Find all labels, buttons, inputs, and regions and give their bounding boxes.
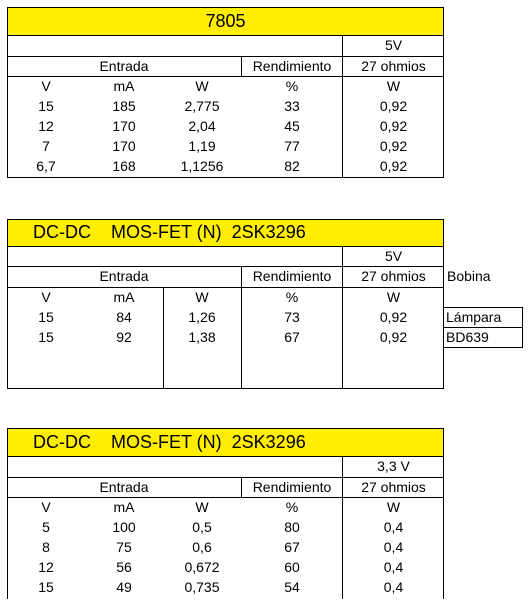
border-title-bottom: [7, 456, 444, 457]
cell-r1-v: 15: [38, 98, 54, 114]
table-dcdc-3v3: [7, 428, 444, 599]
border-header-bottom: [7, 497, 444, 498]
cell-r4-pct: 82: [284, 158, 300, 174]
side-label-bobina: Bobina: [447, 268, 491, 284]
cell-r2-ma: 170: [112, 118, 136, 134]
cell-r4-w: 1,1256: [180, 158, 224, 174]
cell-r1-w: 1,26: [188, 309, 216, 325]
cell-r3-w: 0,672: [184, 559, 220, 575]
table-title: 7805: [7, 7, 444, 35]
cell-r1-w: 0,5: [192, 519, 212, 535]
cell-r4-ma: 49: [116, 579, 132, 595]
load-header: 27 ohmios: [361, 58, 426, 74]
cell-r4-ma: 168: [112, 158, 136, 174]
table-title: DC-DC MOS-FET (N) 2SK3296: [7, 219, 444, 246]
cell-r2-w: 0,6: [192, 539, 212, 555]
cell-r2-v: 8: [42, 539, 50, 555]
cell-r2-wout: 0,92: [379, 329, 408, 345]
cell-r2-ma: 75: [116, 539, 132, 555]
cell-r3-wout: 0,4: [383, 559, 404, 575]
border-right: [443, 428, 444, 599]
entrada-header: Entrada: [99, 58, 149, 74]
cell-r3-wout: 0,92: [379, 138, 408, 154]
border-bottom: [7, 388, 444, 389]
border-top: [7, 428, 444, 429]
output-voltage: 5V: [384, 248, 403, 264]
cell-r1-w: 2,775: [184, 98, 220, 114]
cell-r2-wout: 0,92: [379, 118, 408, 134]
border-bottom: [7, 177, 444, 178]
cell-r3-v: 12: [38, 559, 54, 575]
cell-r3-w: 1,19: [188, 138, 216, 154]
rendimiento-header: Rendimiento: [252, 58, 332, 74]
cell-r2-v: 12: [38, 118, 54, 134]
divider-rendimiento: [241, 56, 242, 77]
cell-r3-v: 7: [42, 138, 50, 154]
load-header: 27 ohmios: [361, 268, 426, 284]
border-left: [7, 219, 8, 389]
unit-percent: %: [285, 289, 299, 305]
cell-r1-ma: 185: [112, 98, 136, 114]
unit-ma: mA: [113, 499, 135, 515]
border-header-bottom: [7, 76, 444, 77]
unit-w-in: W: [195, 78, 209, 94]
cell-r2-wout: 0,4: [383, 539, 404, 555]
divider-output: [342, 35, 343, 178]
unit-v: V: [41, 289, 51, 305]
unit-w-out: W: [386, 78, 401, 94]
divider-w: [163, 287, 164, 389]
output-voltage: 5V: [384, 37, 403, 53]
rendimiento-header: Rendimiento: [252, 268, 332, 284]
border-row2-bottom: [7, 477, 444, 478]
cell-r2-w: 2,04: [188, 118, 216, 134]
cell-r4-pct: 54: [284, 579, 300, 595]
cell-r2-v: 15: [38, 329, 54, 345]
output-voltage: 3,3 V: [377, 458, 410, 474]
table-7805: [7, 7, 444, 178]
cell-r1-wout: 0,92: [379, 98, 408, 114]
cell-r1-v: 15: [38, 309, 54, 325]
cell-r3-ma: 170: [112, 138, 136, 154]
border-left: [7, 428, 8, 599]
border-top: [7, 219, 444, 220]
unit-w-out: W: [386, 499, 401, 515]
cell-r1-pct: 33: [284, 98, 300, 114]
cell-r3-pct: 77: [284, 138, 300, 154]
cell-r2-w: 1,38: [188, 329, 216, 345]
entrada-header: Entrada: [99, 268, 149, 284]
table-title: DC-DC MOS-FET (N) 2SK3296: [7, 428, 444, 456]
unit-v: V: [41, 78, 51, 94]
divider-output: [342, 456, 343, 599]
cell-r3-pct: 60: [284, 559, 300, 575]
unit-w-in: W: [195, 499, 209, 515]
side-label-lampara: Lámpara: [443, 307, 523, 328]
cell-r1-ma: 84: [116, 309, 132, 325]
cell-r2-pct: 45: [284, 118, 300, 134]
cell-r4-v: 15: [38, 579, 54, 595]
divider-rendimiento: [241, 477, 242, 498]
cell-r3-ma: 56: [116, 559, 132, 575]
divider-rendimiento: [241, 266, 242, 389]
load-header: 27 ohmios: [361, 479, 426, 495]
border-row2-bottom: [7, 266, 444, 267]
border-title-bottom: [7, 35, 444, 36]
cell-r2-pct: 67: [284, 329, 300, 345]
cell-r4-w: 0,735: [184, 579, 220, 595]
cell-r4-v: 6,7: [36, 158, 56, 174]
unit-v: V: [41, 499, 51, 515]
unit-percent: %: [285, 499, 299, 515]
border-top: [7, 7, 444, 8]
border-right: [443, 219, 444, 389]
unit-w-out: W: [386, 289, 401, 305]
side-label-bd639: BD639: [443, 327, 523, 348]
divider-output: [342, 246, 343, 389]
cell-r1-v: 5: [42, 519, 50, 535]
cell-r1-wout: 0,4: [383, 519, 404, 535]
unit-w-in: W: [195, 289, 209, 305]
border-title-bottom: [7, 246, 444, 247]
entrada-header: Entrada: [99, 479, 149, 495]
cell-r1-ma: 100: [112, 519, 136, 535]
cell-r1-wout: 0,92: [379, 309, 408, 325]
unit-ma: mA: [113, 289, 135, 305]
rendimiento-header: Rendimiento: [252, 479, 332, 495]
unit-ma: mA: [113, 78, 135, 94]
cell-r4-wout: 0,92: [379, 158, 408, 174]
border-left: [7, 7, 8, 178]
border-right: [443, 7, 444, 178]
cell-r1-pct: 80: [284, 519, 300, 535]
table-dcdc-5v: [7, 219, 444, 389]
unit-percent: %: [285, 78, 299, 94]
cell-r2-pct: 67: [284, 539, 300, 555]
cell-r2-ma: 92: [116, 329, 132, 345]
cell-r4-wout: 0,4: [383, 579, 404, 595]
cell-r1-pct: 73: [284, 309, 300, 325]
border-row2-bottom: [7, 56, 444, 57]
border-header-bottom: [7, 287, 444, 288]
